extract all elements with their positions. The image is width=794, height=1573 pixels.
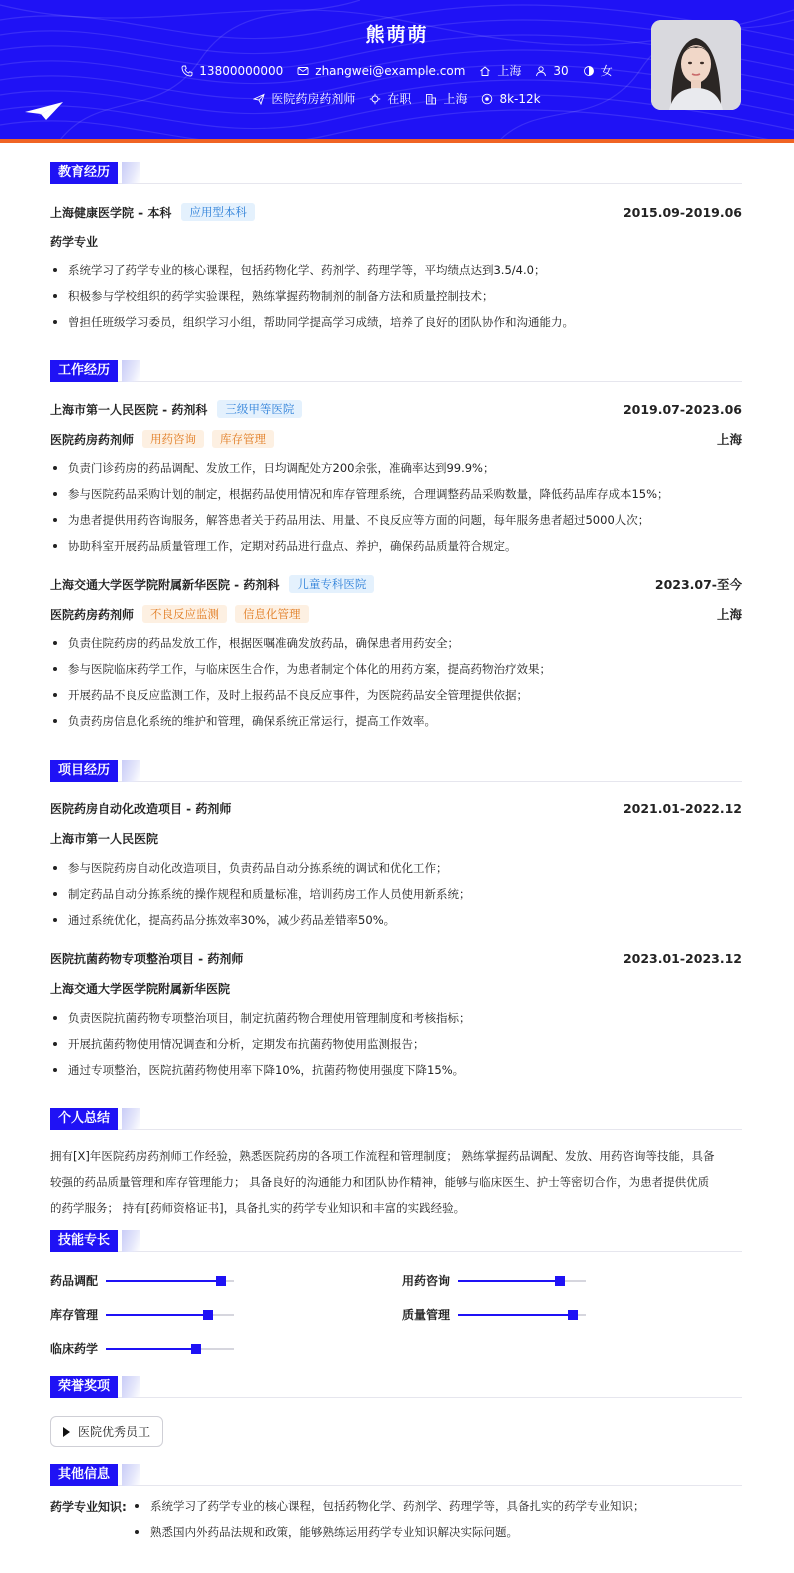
list-item: 负责医院抗菌药物专项整治项目，制定抗菌药物合理使用管理制度和考核指标； — [50, 1009, 742, 1035]
skill-item — [50, 1306, 234, 1323]
project-period: 2023.01-2023.12 — [622, 951, 742, 966]
other-bullets — [132, 1497, 742, 1549]
award-name: 医院优秀员工 — [78, 1425, 151, 1439]
job-header-row — [50, 400, 742, 418]
resume-header — [0, 0, 794, 140]
job-role-row — [50, 430, 742, 448]
job-bullets — [50, 634, 742, 738]
list-item: 通过系统优化，提高药品分拣效率30%，减少药品差错率50%。 — [50, 911, 742, 937]
skill-name: 质量管理 — [402, 1308, 451, 1322]
job-period: 2023.07-至今 — [654, 577, 742, 592]
section-title-tail — [122, 1376, 140, 1398]
skill-fill — [106, 1348, 196, 1350]
list-item: 开展药品不良反应监测工作，及时上报药品不良反应事件，为医院药品安全管理提供依据； — [50, 686, 742, 712]
email-info — [297, 64, 465, 78]
skill-bar — [458, 1280, 586, 1282]
project-bullets — [50, 859, 742, 937]
job-role: 医院药房药剂师 — [50, 432, 135, 447]
education-header-row — [50, 203, 742, 221]
other-label: 药学专业知识: — [50, 1500, 127, 1514]
project-org: 上海市第一人民医院 — [50, 832, 159, 846]
major-row — [50, 233, 742, 250]
list-item: 制定药品自动分拣系统的操作规程和质量标准，培训药房工作人员使用新系统； — [50, 885, 742, 911]
skill-name: 用药咨询 — [402, 1274, 451, 1288]
skill-item — [50, 1272, 234, 1289]
list-item: 参与医院药品采购计划的制定，根据药品使用情况和库存管理系统，合理调整药品采购数量，降低药品库存成本15%； — [50, 485, 742, 511]
list-item: 积极参与学校组织的药学实验课程，熟练掌握药物制剂的制备方法和质量控制技术； — [50, 287, 742, 313]
job-target-info — [253, 90, 355, 107]
skill-fill — [106, 1314, 208, 1316]
job-tag: 信息化管理 — [235, 605, 309, 623]
section-title: 项目经历 — [50, 760, 118, 782]
section-header — [50, 1376, 742, 1398]
skill-bar — [106, 1280, 234, 1282]
avatar — [651, 20, 741, 110]
list-item: 系统学习了药学专业的核心课程，包括药物化学、药剂学、药理学等，平均绩点达到3.5/4.0； — [50, 261, 742, 287]
job-org-tag: 三级甲等医院 — [217, 400, 302, 418]
list-item: 负责住院药房的药品发放工作，根据医嘱准确发放药品，确保患者用药安全； — [50, 634, 742, 660]
skill-fill — [106, 1280, 221, 1282]
summary-line: 较强的药品质量管理和库存管理能力； 具备良好的沟通能力和团队协作精神，能够与临床医生、护士等密切合作，为患者提供优质 — [50, 1175, 710, 1189]
list-item: 开展抗菌药物使用情况调查和分析，定期发布抗菌药物使用监测报告； — [50, 1035, 742, 1061]
job-bullets — [50, 459, 742, 563]
send-icon — [253, 93, 265, 105]
salary-icon — [481, 93, 493, 105]
job-tag: 不良反应监测 — [142, 605, 227, 623]
skill-knob — [555, 1276, 565, 1286]
list-item: 熟悉国内外药品法规和政策，能够熟练运用药学专业知识解决实际问题。 — [132, 1523, 742, 1549]
awards-section — [50, 1376, 742, 1439]
user-icon — [535, 65, 547, 77]
section-title: 个人总结 — [50, 1108, 118, 1130]
project-org-row — [50, 980, 742, 997]
list-item: 系统学习了药学专业的核心课程，包括药物化学、药剂学、药理学等，具备扎实的药学专业知识； — [132, 1497, 742, 1523]
section-title-tail — [122, 760, 140, 782]
school-name: 上海健康医学院 - 本科 — [50, 205, 172, 220]
skill-bar — [106, 1314, 234, 1316]
project-bullets — [50, 1009, 742, 1087]
job-city: 上海 — [716, 607, 742, 622]
building-icon — [425, 93, 437, 105]
list-item: 通过专项整治，医院抗菌药物使用率下降10%，抗菌药物使用强度下降15%。 — [50, 1061, 742, 1087]
header-accent-stripe — [0, 139, 794, 143]
section-title-tail — [122, 1108, 140, 1130]
skill-fill — [458, 1314, 573, 1316]
skill-knob — [191, 1344, 201, 1354]
education-section — [50, 162, 742, 329]
skill-fill — [458, 1280, 560, 1282]
project-header-row — [50, 800, 742, 817]
skill-name: 药品调配 — [50, 1274, 99, 1288]
job-org: 上海交通大学医学院附属新华医院 - 药剂科 — [50, 577, 280, 592]
job-city: 上海 — [716, 432, 742, 447]
school-tag: 应用型本科 — [181, 203, 255, 221]
section-header — [50, 1464, 742, 1486]
target-city-text: 上海 — [443, 92, 468, 106]
project-org: 上海交通大学医学院附属新华医院 — [50, 982, 231, 996]
section-title-tail — [122, 1464, 140, 1486]
section-header — [50, 1230, 742, 1252]
phone-icon — [181, 65, 193, 77]
project-header-row — [50, 950, 742, 967]
phone-info — [181, 64, 283, 78]
job-tag: 用药咨询 — [142, 430, 204, 448]
skill-name: 库存管理 — [50, 1308, 99, 1322]
section-header — [50, 760, 742, 782]
status-text: 在职 — [387, 92, 412, 106]
job-target-text: 医院药房药剂师 — [271, 92, 356, 106]
project-name: 医院抗菌药物专项整治项目 - 药剂师 — [50, 952, 244, 966]
section-title: 教育经历 — [50, 162, 118, 184]
job-header-row — [50, 575, 742, 593]
skill-item — [402, 1306, 586, 1323]
job-tag: 库存管理 — [212, 430, 274, 448]
email-text: zhangwei@example.com — [315, 63, 466, 78]
candidate-name: 熊萌萌 — [365, 24, 429, 46]
list-item: 协助科室开展药品质量管理工作，定期对药品进行盘点、养护，确保药品质量符合规定。 — [50, 537, 742, 563]
skill-item — [50, 1340, 234, 1357]
gender-icon — [583, 65, 595, 77]
skill-knob — [203, 1310, 213, 1320]
status-icon — [369, 93, 381, 105]
education-bullets — [50, 261, 742, 339]
project-period: 2021.01-2022.12 — [622, 801, 742, 816]
phone-text: 13800000000 — [199, 63, 284, 78]
salary-info — [481, 92, 540, 106]
skill-item — [402, 1272, 586, 1289]
work-section — [50, 360, 742, 728]
job-org-tag: 儿童专科医院 — [289, 575, 374, 593]
list-item: 参与医院临床药学工作，与临床医生合作，为患者制定个体化的用药方案，提高药物治疗效果； — [50, 660, 742, 686]
location-text: 上海 — [497, 64, 522, 78]
section-title: 其他信息 — [50, 1464, 118, 1486]
skill-name: 临床药学 — [50, 1342, 99, 1356]
summary-line: 拥有[X]年医院药房药剂师工作经验，熟悉医院药房的各项工作流程和管理制度； 熟练掌握药品调配、发放、用药咨询等技能，具备 — [50, 1149, 715, 1163]
job-org: 上海市第一人民医院 - 药剂科 — [50, 402, 208, 417]
list-item: 为患者提供用药咨询服务，解答患者关于药品用法、用量、不良反应等方面的问题，每年服务患者超过5000人次； — [50, 511, 742, 537]
job-role-row — [50, 605, 742, 623]
award-badge — [50, 1416, 163, 1447]
age-text: 30 — [553, 63, 569, 78]
avatar-photo — [651, 20, 741, 110]
gender-info — [583, 62, 613, 79]
section-title-tail — [122, 1230, 140, 1252]
section-title-tail — [122, 162, 140, 184]
section-title: 荣誉奖项 — [50, 1376, 118, 1398]
job-role: 医院药房药剂师 — [50, 607, 135, 622]
age-info — [535, 64, 568, 78]
list-item: 曾担任班级学习委员，组织学习小组，帮助同学提高学习成绩，培养了良好的团队协作和沟通能力。 — [50, 313, 742, 339]
section-title: 工作经历 — [50, 360, 118, 382]
project-name: 医院药房自动化改造项目 - 药剂师 — [50, 802, 232, 816]
job-period: 2019.07-2023.06 — [622, 401, 742, 417]
summary-text — [50, 1143, 742, 1221]
project-org-row — [50, 830, 742, 847]
section-title-tail — [122, 360, 140, 382]
other-section — [50, 1464, 742, 1539]
skill-bar — [458, 1314, 586, 1316]
section-header — [50, 1108, 742, 1130]
section-header — [50, 360, 742, 382]
projects-section — [50, 760, 742, 1077]
skill-knob — [568, 1310, 578, 1320]
mail-icon — [297, 65, 309, 77]
play-icon — [63, 1427, 70, 1437]
list-item: 负责门诊药房的药品调配、发放工作，日均调配处方200余张，准确率达到99.9%； — [50, 459, 742, 485]
list-item: 参与医院药房自动化改造项目，负责药品自动分拣系统的调试和优化工作； — [50, 859, 742, 885]
target-city-info — [425, 90, 467, 107]
status-info — [369, 90, 411, 107]
skill-knob — [216, 1276, 226, 1286]
section-title: 技能专长 — [50, 1230, 118, 1252]
skill-bar — [106, 1348, 234, 1350]
home-icon — [479, 65, 491, 77]
summary-section — [50, 1108, 742, 1215]
location-info — [479, 62, 521, 79]
major-name: 药学专业 — [50, 235, 99, 249]
section-header — [50, 162, 742, 184]
skills-section — [50, 1230, 742, 1356]
summary-line: 的药学服务； 持有[药师资格证书]，具备扎实的药学专业知识和丰富的实践经验。 — [50, 1201, 466, 1215]
paper-plane-icon — [24, 100, 64, 122]
education-period: 2015.09-2019.06 — [622, 204, 742, 220]
gender-text: 女 — [600, 64, 613, 78]
list-item: 负责药房信息化系统的维护和管理，确保系统正常运行，提高工作效率。 — [50, 712, 742, 738]
salary-text: 8k-12k — [499, 91, 541, 106]
